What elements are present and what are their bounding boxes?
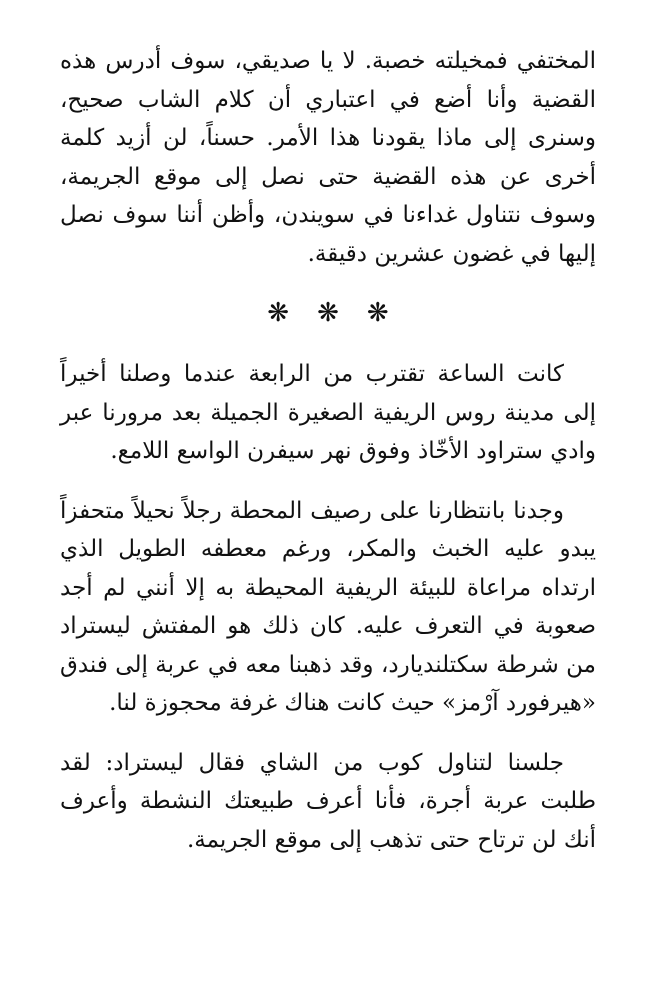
paragraph-1: المختفي فمخيلته خصبة. لا يا صديقي، سوف أدرس هذه القضية وأنا أضع في اعتباري أن كلام الشاب صحيح، وسنرى إلى ماذا يقودنا هذا الأمر. حسناً، لن أزيد كلمة أخرى عن هذه القضية حتى نصل إلى موقع الجريمة، وسوف نتناول غداءنا في سويندن، وأظن أننا سوف نصل إليها في غضون عشرين دقيقة. (60, 48, 596, 267)
book-page (60, 42, 596, 859)
paragraph-2: كانت الساعة تقترب من الرابعة عندما وصلنا أخيراً إلى مدينة روس الريفية الصغيرة الجميلة بعد مرورنا عبر وادي ستراود الأخّاذ وفوق نهر سيفرن الواسع اللامع. (60, 361, 596, 464)
asterism-star-1: ❋ (267, 298, 290, 328)
asterism-star-2: ❋ (317, 298, 339, 328)
section-separator (60, 291, 596, 335)
paragraph-4: جلسنا لتناول كوب من الشاي فقال ليستراد: لقد طلبت عربة أجرة، فأنا أعرف طبيعتك النشطة وأعرف أنك لن ترتاح حتى تذهب إلى موقع الجريمة. (60, 749, 596, 853)
paragraph-3: وجدنا بانتظارنا على رصيف المحطة رجلاً نحيلاً متحفزاً يبدو عليه الخبث والمكر، ورغم معطفه الطويل الذي ارتداه مراعاة للبيئة الريفية المحيطة به إلا أنني لم أجد صعوبة في التعرف عليه. كان ذلك هو المفتش ليستراد من شرطة سكتلنديارد، وقد ذهبنا معه في عربة إلى فندق «هيرفورد آرْمز» حيث كانت هناك غرفة محجوزة لنا. (60, 497, 596, 716)
asterism-star-3: ❋ (366, 298, 389, 328)
